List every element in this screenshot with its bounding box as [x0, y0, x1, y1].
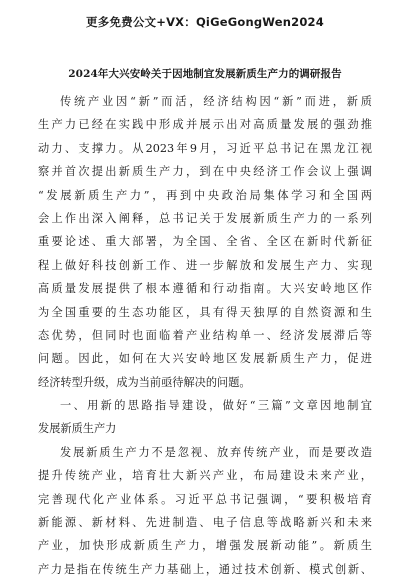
body-line: 动力、支撑力。从2023年9月，习近平总书记在黑龙江视	[38, 141, 372, 155]
section-heading-line: 一、用新的思路指导建设，做好“三篇”文章因地制宜	[60, 399, 372, 413]
section-heading-line: 发展新质生产力	[38, 422, 117, 436]
body-line: 产业，加快形成新质生产力，增强发展新动能”。新质生	[38, 539, 372, 553]
body-line: 察并首次提出新质生产力，到在中央经济工作会议上强调	[38, 165, 372, 179]
document-title: 2024年大兴安岭关于因地制宜发展新质生产力的调研报告	[68, 68, 342, 80]
body-line: 新能源、新材料、先进制造、电子信息等战略新兴和未来	[38, 516, 372, 530]
body-line: 会上作出深入阐释，总书记关于发展新质生产力的一系列	[38, 211, 372, 225]
body-line: 提升传统产业，培育壮大新兴产业，布局建设未来产业，	[38, 469, 372, 483]
body-line: 生产力已经在实践中形成并展示出对高质量发展的强劲推	[38, 118, 372, 132]
body-line: 问题。因此，如何在大兴安岭地区发展新质生产力，促进	[38, 352, 372, 366]
body-line: 经济转型升级，成为当前亟待解决的问题。	[38, 375, 251, 389]
body-line: 为全国重要的生态功能区，具有得天独厚的自然资源和生	[38, 305, 372, 319]
body-line: 传统产业因“新”而活，经济结构因“新”而进，新质	[60, 95, 372, 108]
document-body	[38, 90, 372, 581]
body-line: 重要论述、重大部署，为全国、全省、全区在新时代新征	[38, 235, 372, 249]
body-line: 发展新质生产力不是忽视、放弃传统产业，而是要改造	[60, 445, 372, 459]
body-line: 产力是指在传统生产力基础上，通过技术创新、模式创新、	[38, 562, 372, 576]
promo-header: 更多免费公文+VX：QiGeGongWen2024	[86, 15, 324, 29]
body-line: 完善现代化产业体系。习近平总书记强调，“要积极培育	[38, 492, 372, 506]
body-line: 程上做好科技创新工作、进一步解放和发展生产力、实现	[38, 258, 372, 272]
body-line: “发展新质生产力”，再到中央政治局集体学习和全国两	[38, 188, 372, 202]
body-line: 态优势，但同时也面临着产业结构单一、经济发展滞后等	[38, 328, 372, 342]
body-line: 高质量发展提供了根本遵循和行动指南。大兴安岭地区作	[38, 282, 372, 296]
